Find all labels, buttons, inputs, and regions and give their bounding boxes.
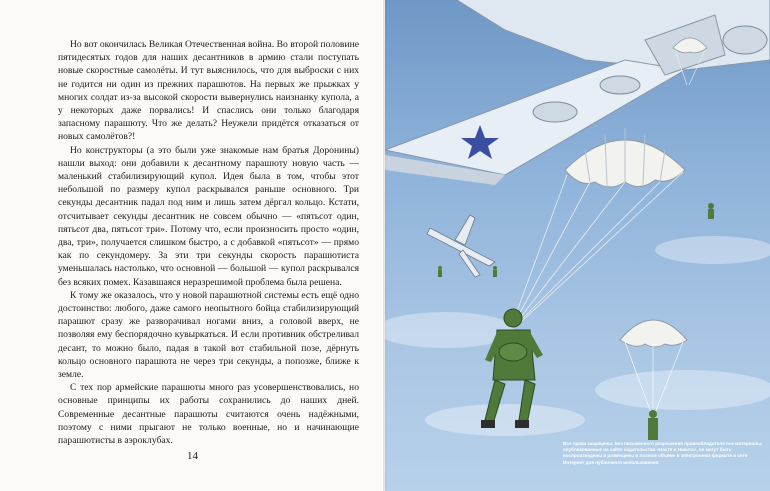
page-number: 14: [187, 450, 198, 462]
paragraph: Но вот окончилась Великая Отечественная война. Во второй половине пятидесятых годов для наших десантников в армию стали поступать новые скоростные самолёты. И тут выяснилось, что для выброски с них не годится ни один из прежних парашютов. На первых же прыжках у многих солдат из-за высокой скорости вывернулись наизнанку купола, а у некоторых даже порвались! И спаслись они только благодаря запасному парашюту. Что же делать? Неужели придётся отказаться от новых самолётов?!: [58, 39, 359, 143]
transport-aircraft: [385, 0, 770, 185]
illustration-page: [385, 0, 770, 491]
paragraph: Но конструкторы (а это были уже знакомые нам братья Доронины) нашли выход: они добавили к десантному парашюту новую часть — маленький стабилизирующий купол. Идея была в том, чтобы этот небольшой по размеру купол раскрывался раньше основного. Три секунды десантник падал под ним и лишь затем дёргал кольцо. Кстати, отсчитывает секунды десантник не совсем обычно — «пятьсот один, пятьсот два, пятьсот три». Потому что, если произносить просто «один, два, три», получается слишком быстро, а с добавкой «пятьсот» — прямо как по секундомеру. За эти три секунды скорость парашютиста уменьшалась настолько, что основной — большой — купол раскрывался без всяких помех. Казавшаяся неразрешимой проблема была решена.: [58, 144, 359, 288]
main-parachute-canopy: [565, 128, 685, 187]
distant-aircraft: [427, 215, 495, 277]
paragraph: С тех пор армейские парашюты много раз усовершенствовались, но основные принципы их работы сохранились до наших дней. Современные десантные парашюты считаются очень надёжными, поэтому с ними прыгают не только военные, но и начинающие парашютисты в аэроклубах.: [58, 382, 359, 447]
clouds: [385, 236, 770, 436]
book-gutter: [383, 0, 387, 491]
copyright-notice: Все права защищены. Без письменного разрешения правообладателя все материалы, опубликованные на сайте издательства «Настя и Никита», не могут быть воспроизведены и размещены в полном объёме в электронном формате в сети Интернет для публичного использования.: [563, 441, 763, 465]
body-text: [58, 38, 359, 447]
paragraph: К тому же оказалось, что у новой парашютной системы есть ещё одно достоинство: любого, даже самого неопытного бойца стабилизирующий парашют сразу же разворачивал ногами вниз, а головой вверх, не позволяя ему беспорядочно кувыркаться. И если противник обстреливал десант, то можно было, падая в такой вот стабильной позе, дёрнуть кольцо основного парашюта не через три секунды, а попозже, ближе к земле.: [58, 289, 359, 381]
paratroopers-illustration: [385, 0, 770, 491]
